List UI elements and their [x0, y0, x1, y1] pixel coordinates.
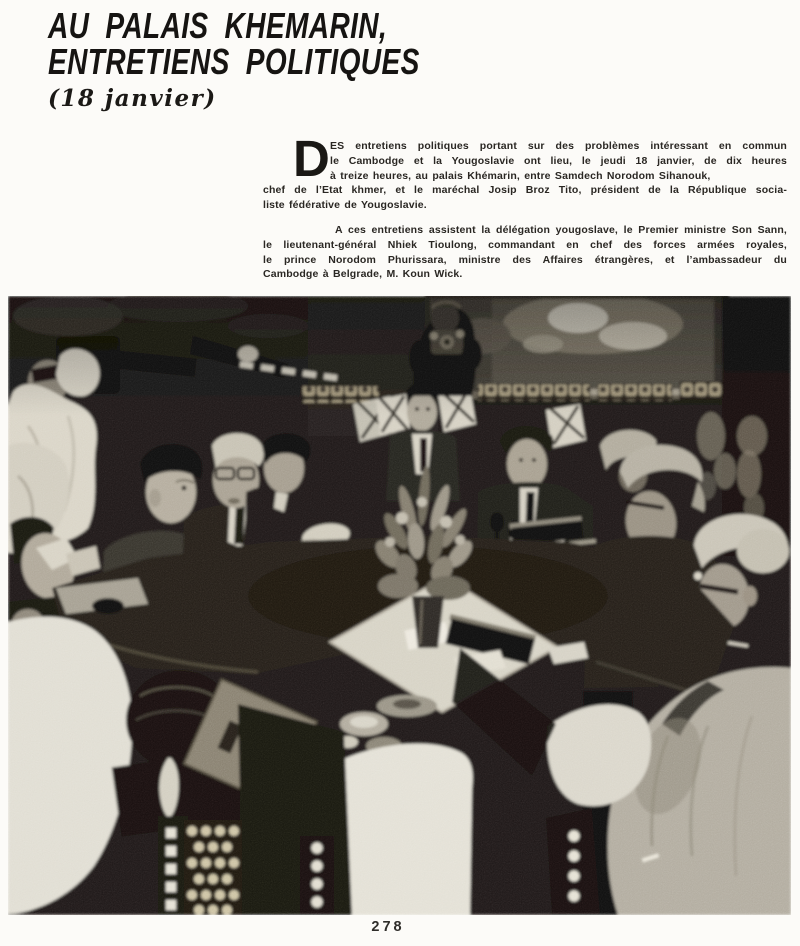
text-line: à treize heures, au palais Khémarin, entre Samdech Norodom Sihanouk, [330, 169, 711, 182]
drop-cap: D [293, 130, 330, 187]
page-number: 278 [371, 919, 405, 935]
text-line: le lieutenant-général Nhiek Tioulong, commandant en chef des forces armées royales, [263, 238, 787, 251]
text-line: A ces entretiens assistent la délégation yougoslave, le Premier ministre Son Sann, [335, 223, 787, 236]
text-line: liste fédérative de Yougoslavie. [263, 199, 427, 212]
title-date: (18 janvier) [48, 85, 217, 112]
title-line-1: AU PALAIS KHEMARIN, [48, 5, 388, 46]
text-line: chef de l’Etat khmer, et le maréchal Josip Broz Tito, président de la République socia- [263, 184, 787, 197]
title-line-2: ENTRETIENS POLITIQUES [48, 41, 420, 82]
text-line: ES entretiens politiques portant sur des problèmes intéressant en commun [330, 140, 787, 152]
article-body [263, 130, 787, 282]
text-line: Cambodge à Belgrade, M. Koun Wick. [263, 268, 463, 281]
meeting-photograph [8, 296, 791, 915]
text-line: le Cambodge et la Yougoslavie ont lieu, le jeudi 18 janvier, de dix heures [330, 154, 787, 167]
paragraph-1 [263, 130, 787, 213]
text-line: le prince Norodom Phurissara, ministre des Affaires étrangères, et l’ambassadeur du [263, 253, 787, 266]
paragraph-2 [263, 223, 787, 282]
meeting-photo-image [8, 296, 791, 915]
article-header [48, 5, 525, 112]
